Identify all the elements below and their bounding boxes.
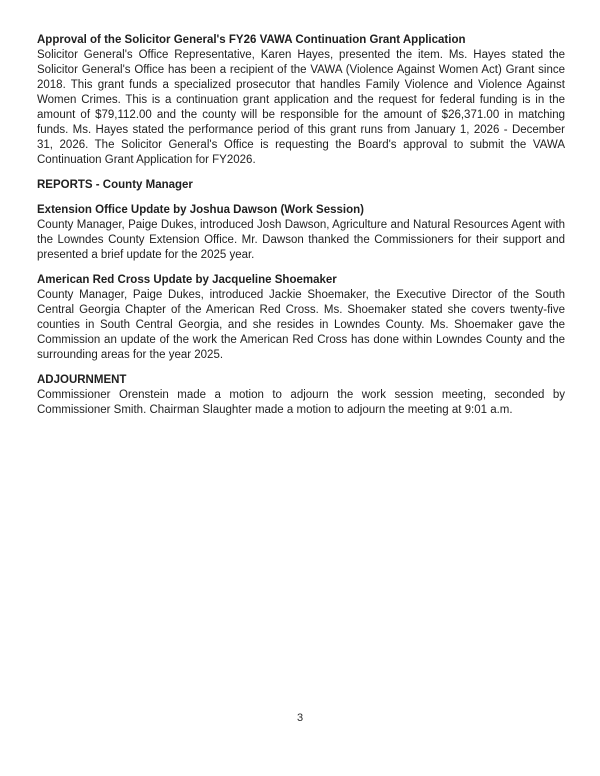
section-heading: American Red Cross Update by Jacqueline Shoemaker [37,274,337,286]
section-heading: Extension Office Update by Joshua Dawson (Work Session) [37,204,364,216]
section-heading: ADJOURNMENT [37,374,127,386]
section-heading: REPORTS - County Manager [37,179,193,191]
section-adjournment [37,373,565,418]
page-number: 3 [296,712,304,724]
section-body: Solicitor General's Office Representative, Karen Hayes, presented the item. Ms. Hayes stated the Solicitor General's Office has been a recipient of the VAWA (Violence Against Women Act) Grant since 2018. This grant funds a specialized prosecutor that handles Family Violence and Violence Against Women Crimes. This is a continuation grant application and the request for federal funding is in the amount of $79,112.00 and the county will be responsible for the amount of $26,371.00 in matching funds. Ms. Hayes stated the performance period of this grant runs from January 1, 2026 - December 31, 2026. The Solicitor General's Office is requesting the Board's approval to submit the VAWA Continuation Grant Application for FY2026. [37,49,565,166]
section-body: County Manager, Paige Dukes, introduced Jackie Shoemaker, the Executive Director of the South Central Georgia Chapter of the American Red Cross. Ms. Shoemaker stated she covers twenty-five counties in South Central Georgia, and she resides in Lowndes County. Ms. Shoemaker gave the Commission an update of the work the American Red Cross has done within Lowndes County and the surrounding areas for the year 2025. [37,289,565,361]
section-body: County Manager, Paige Dukes, introduced Josh Dawson, Agriculture and Natural Resources Agent with the Lowndes County Extension Office. Mr. Dawson thanked the Commissioners for their support and presented a brief update for the 2025 year. [37,219,565,261]
section-extension-office-update [37,203,565,263]
section-vawa-grant-approval [37,33,565,168]
section-heading: Approval of the Solicitor General's FY26 VAWA Continuation Grant Application [37,34,466,46]
section-body: Commissioner Orenstein made a motion to adjourn the work session meeting, seconded by Commissioner Smith. Chairman Slaughter made a motion to adjourn the meeting at 9:01 a.m. [37,389,565,416]
section-red-cross-update [37,273,565,363]
section-reports-county-manager [37,178,565,193]
